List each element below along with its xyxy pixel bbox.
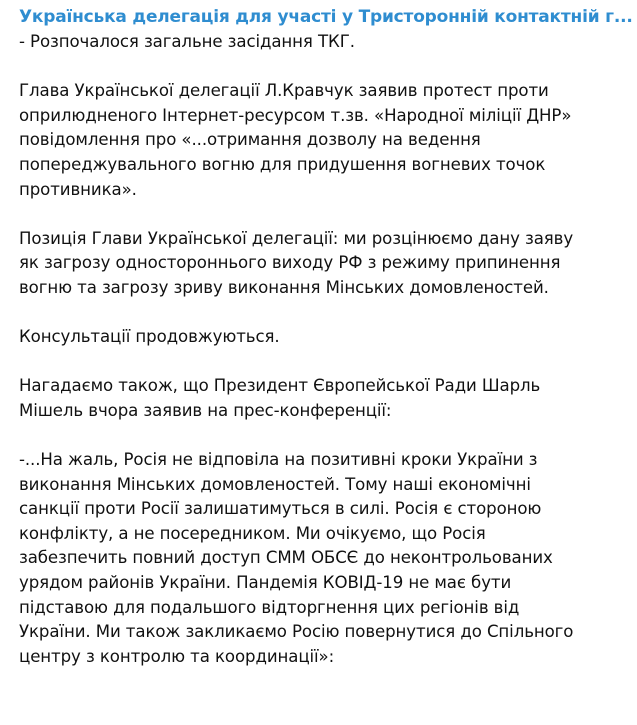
paragraph-gap xyxy=(19,424,637,449)
text-line: Консультації продовжуються. xyxy=(19,327,280,347)
text-line: оприлюдненого Інтернет-ресурсом т.зв. «Народної міліції ДНР» xyxy=(19,105,572,125)
text-line: Позиція Глави Української делегації: ми розцінюємо дану заяву xyxy=(19,228,574,248)
paragraph-gap xyxy=(19,55,637,80)
post-paragraph xyxy=(19,374,637,423)
text-line: забезпечить повний доступ СММ ОБСЄ до неконтрольованих xyxy=(19,548,553,568)
text-line: попереджувального вогню для придушення вогневих точок xyxy=(19,154,546,174)
text-line: Нагадаємо також, що Президент Європейської Ради Шарль xyxy=(19,376,541,396)
post-paragraph xyxy=(19,79,637,202)
paragraph-gap xyxy=(19,350,637,375)
text-line: Мішель вчора заявив на прес-конференції: xyxy=(19,400,392,420)
text-line: України. Ми також закликаємо Росію повернутися до Спільного xyxy=(19,622,574,642)
post-paragraph xyxy=(19,325,637,350)
post-paragraph xyxy=(19,30,637,55)
channel-post xyxy=(19,4,637,669)
text-line: центру з контролю та координації»: xyxy=(19,646,335,666)
post-paragraph xyxy=(19,227,637,301)
text-line: Глава Української делегації Л.Кравчук заявив протест проти xyxy=(19,81,549,101)
text-line: повідомлення про «...отримання дозволу на ведення xyxy=(19,130,481,150)
text-line: виконання Мінських домовленостей. Тому наші економічні xyxy=(19,474,531,494)
paragraph-gap xyxy=(19,202,637,227)
text-line: конфлікту, а не посередником. Ми очікуємо, що Росія xyxy=(19,523,486,543)
text-line: - Розпочалося загальне засідання ТКГ. xyxy=(19,32,355,51)
paragraph-gap xyxy=(19,301,637,326)
text-line: підставою для подальшого відторгнення цих регіонів від xyxy=(19,597,520,617)
post-title-link[interactable]: Українська делегація для участі у Тристоронній контактній г... xyxy=(19,7,633,27)
post-paragraph xyxy=(19,448,637,669)
text-line: противника». xyxy=(19,179,137,199)
text-line: санкції проти Росії залишатимуться в силі. Росія є стороною xyxy=(19,499,542,519)
text-line: як загрозу одностороннього виходу РФ з режиму припинення xyxy=(19,253,561,273)
post-body xyxy=(19,30,637,669)
text-line: -...На жаль, Росія не відповіла на позитивні кроки України з xyxy=(19,450,538,470)
text-line: урядом районів України. Пандемія КОВІД-19 не має бути xyxy=(19,573,512,593)
text-line: вогню та загрозу зриву виконання Мінських домовленостей. xyxy=(19,277,549,297)
